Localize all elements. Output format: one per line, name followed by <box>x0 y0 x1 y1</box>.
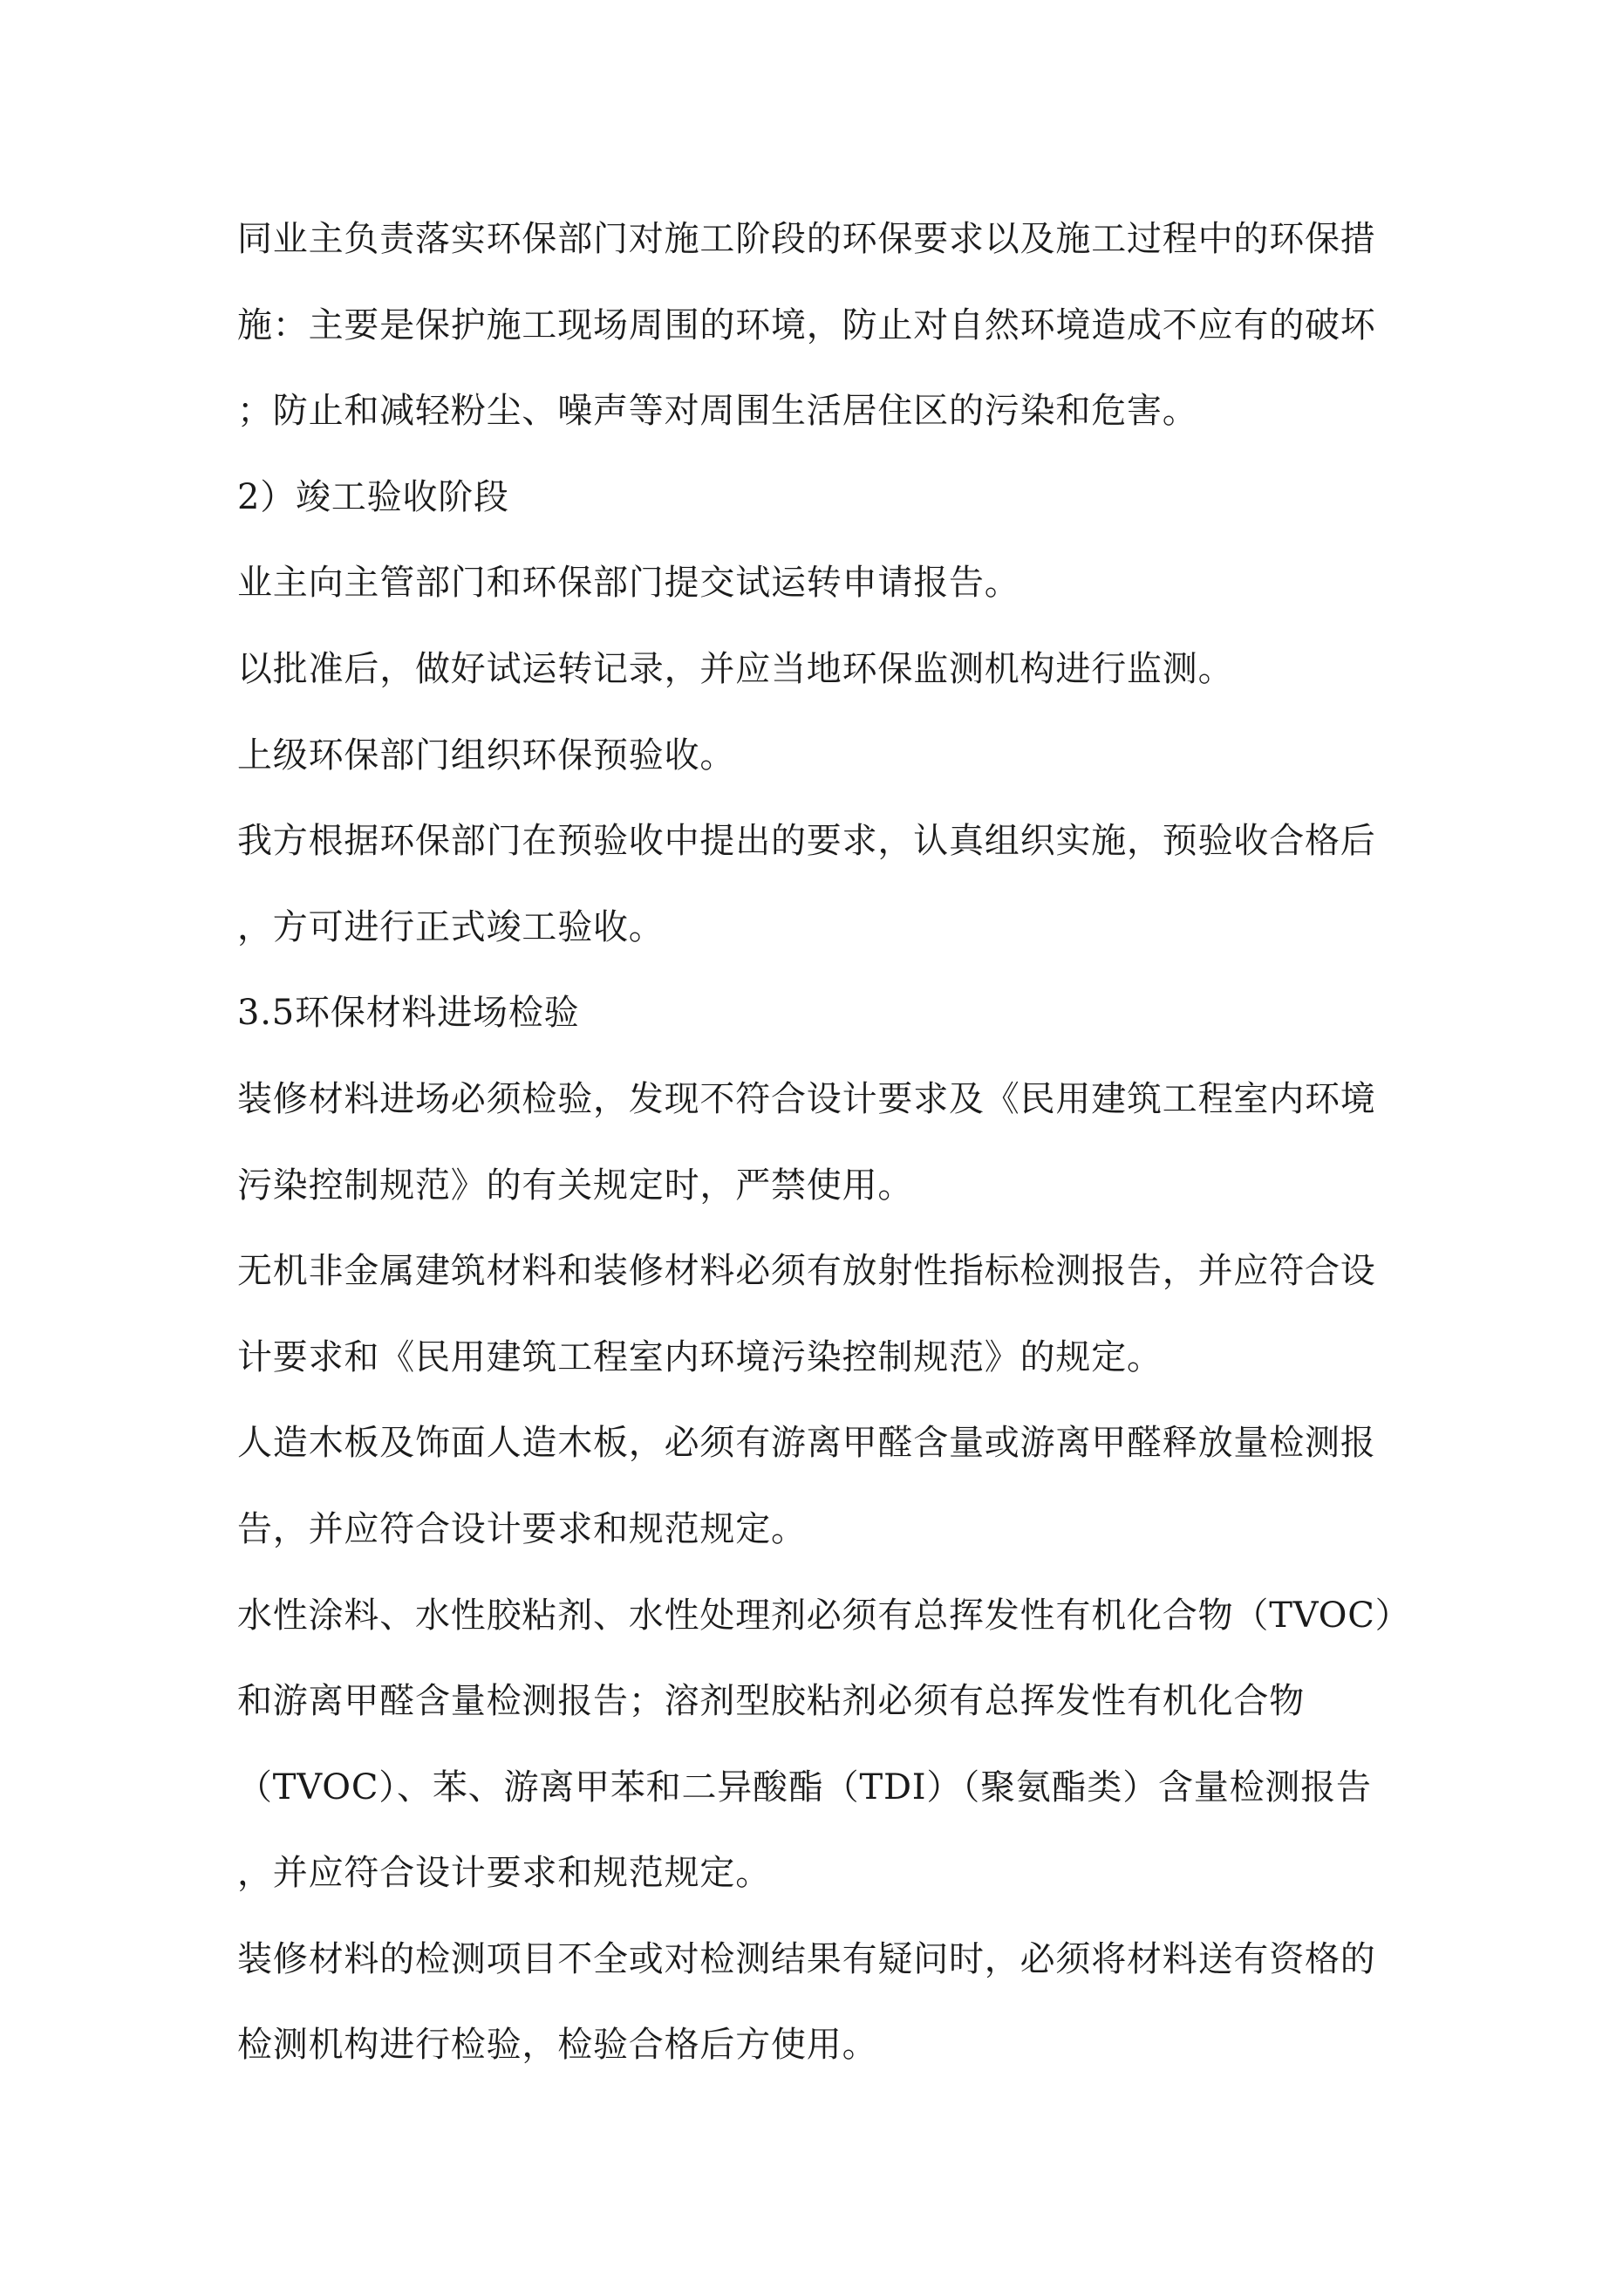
text-line: 无机非金属建筑材料和装修材料必须有放射性指标检测报告，并应符合设 <box>237 1251 1376 1292</box>
section-heading: 2）竣工验收阶段 <box>237 476 509 517</box>
text-line: 人造木板及饰面人造木板，必须有游离甲醛含量或游离甲醛释放量检测报 <box>237 1423 1376 1464</box>
document-body <box>237 209 1423 2101</box>
text-line: 装修材料进场必须检验，发现不符合设计要求及《民用建筑工程室内环境 <box>237 1078 1376 1119</box>
text-line: （TVOC）、苯、游离甲苯和二异酸酯（TDI）（聚氨酯类）含量检测报告 <box>237 1766 1372 1807</box>
text-line: ，方可进行正式竣工验收。 <box>237 906 665 947</box>
text-line: 业主向主管部门和环保部门提交试运转申请报告。 <box>237 563 1020 604</box>
text-line: 装修材料的检测项目不全或对检测结果有疑问时，必须将材料送有资格的 <box>237 1938 1376 1979</box>
text-line: 计要求和《民用建筑工程室内环境污染控制规范》的规定。 <box>237 1336 1163 1377</box>
text-line: 和游离甲醛含量检测报告；溶剂型胶粘剂必须有总挥发性有机化合物 <box>237 1681 1305 1722</box>
text-line: 施：主要是保护施工现场周围的环境，防止对自然环境造成不应有的破坏 <box>237 304 1376 345</box>
text-line: 污染控制规范》的有关规定时，严禁使用。 <box>237 1165 914 1206</box>
text-line: 同业主负责落实环保部门对施工阶段的环保要求以及施工过程中的环保措 <box>237 219 1376 259</box>
text-line: ；防止和减轻粉尘、噪声等对周围生活居住区的污染和危害。 <box>237 391 1198 432</box>
text-line: 告，并应符合设计要求和规范规定。 <box>237 1508 807 1549</box>
text-line: 检测机构进行检验，检验合格后方使用。 <box>237 2025 878 2066</box>
text-line: 上级环保部门组织环保预验收。 <box>237 735 736 776</box>
text-line: 以批准后，做好试运转记录，并应当地环保监测机构进行监测。 <box>237 648 1234 689</box>
section-heading: 3.5环保材料进场检验 <box>237 993 580 1034</box>
text-line: ，并应符合设计要求和规范规定。 <box>237 1853 771 1894</box>
text-line: 水性涂料、水性胶粘剂、水性处理剂必须有总挥发性有机化合物（TVOC） <box>237 1595 1411 1636</box>
text-line: 我方根据环保部门在预验收中提出的要求，认真组织实施，预验收合格后 <box>237 821 1376 862</box>
